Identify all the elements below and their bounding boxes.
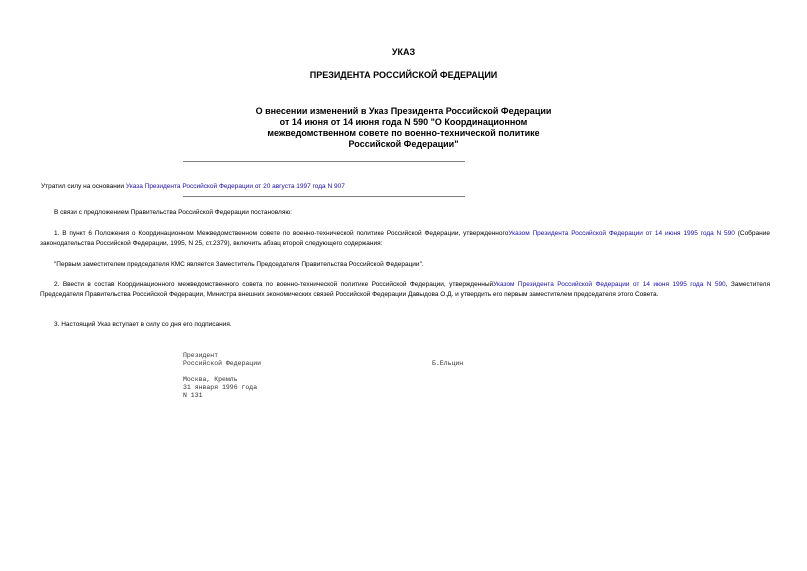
subject-line-4: Российской Федерации" (348, 139, 459, 149)
signature-number: N 131 (183, 392, 203, 400)
paragraph-2 (40, 280, 770, 300)
paragraph-1-text: 1. В пункт 6 Положения о Координационном Межведомственном совете по военно-технической политике Российской Федерации, утвержденного (54, 230, 509, 237)
divider-bottom (183, 196, 465, 197)
signature-position (183, 352, 261, 368)
signature-date: 31 января 1996 года (183, 384, 258, 392)
quote-text: "Первым заместителем председателя КМС является Заместитель Председателя Правительства Российской Федерации". (54, 261, 424, 268)
repeal-link[interactable]: Указа Президента Российской Федерации от 20 августа 1997 года N 907 (125, 183, 345, 190)
document-title: УКАЗ (391, 47, 416, 57)
paragraph-1-tail: (Собрание законодательства Российской Федерации, 1995, N 25, ст.2379), включить абзац второй следующего содержания: (40, 230, 770, 247)
intro-text: В связи с предложением Правительства Российской Федерации постановляю: (54, 209, 293, 216)
signature-place: Москва, Кремль (183, 376, 238, 383)
decree-590-link-2[interactable]: Указом Президента Российской Федерации от 14 июня 1995 года N 590 (493, 281, 726, 288)
intro-paragraph (40, 208, 770, 218)
quote-paragraph (40, 260, 770, 270)
repeal-prefix: Утратил силу на основании (41, 183, 126, 190)
paragraph-3 (40, 320, 770, 330)
document-subtitle: ПРЕЗИДЕНТА РОССИЙСКОЙ ФЕДЕРАЦИИ (309, 70, 498, 80)
subject-line-1: О внесении изменений в Указ Президента Российской Федерации (255, 106, 552, 116)
signature-name: Б.Ельцин (432, 360, 464, 367)
subject-line-3: межведомственном совете по военно-технической политике (267, 128, 540, 138)
repeal-notice (41, 182, 771, 192)
subject-line-2: от 14 июня от 14 июня года N 590 "О Координационном (279, 117, 528, 127)
paragraph-2-tail: , Заместителя Председателя Правительства Российской Федерации, Министра внешних экономических связей Российской Федерации Давыдова О.Д. и утвердить его первым заместителем председателя этого Совета. (40, 281, 770, 298)
divider-top (183, 161, 465, 162)
paragraph-3-text: 3. Настоящий Указ вступает в силу со дня его подписания. (54, 321, 232, 328)
decree-590-link[interactable]: Указом Президента Российской Федерации от 14 июня 1995 года N 590 (508, 230, 735, 237)
paragraph-1 (40, 229, 770, 249)
signature-position-line-1: Президент (183, 352, 219, 359)
document-subject (250, 106, 557, 150)
paragraph-2-text: 2. Ввести в состав Координационного межведомственного совета по военно-технической политике Российской Федерации, утвержденный (54, 281, 494, 288)
signature-position-line-2: Российской Федерации (183, 360, 262, 368)
signature-place-date (183, 376, 257, 401)
